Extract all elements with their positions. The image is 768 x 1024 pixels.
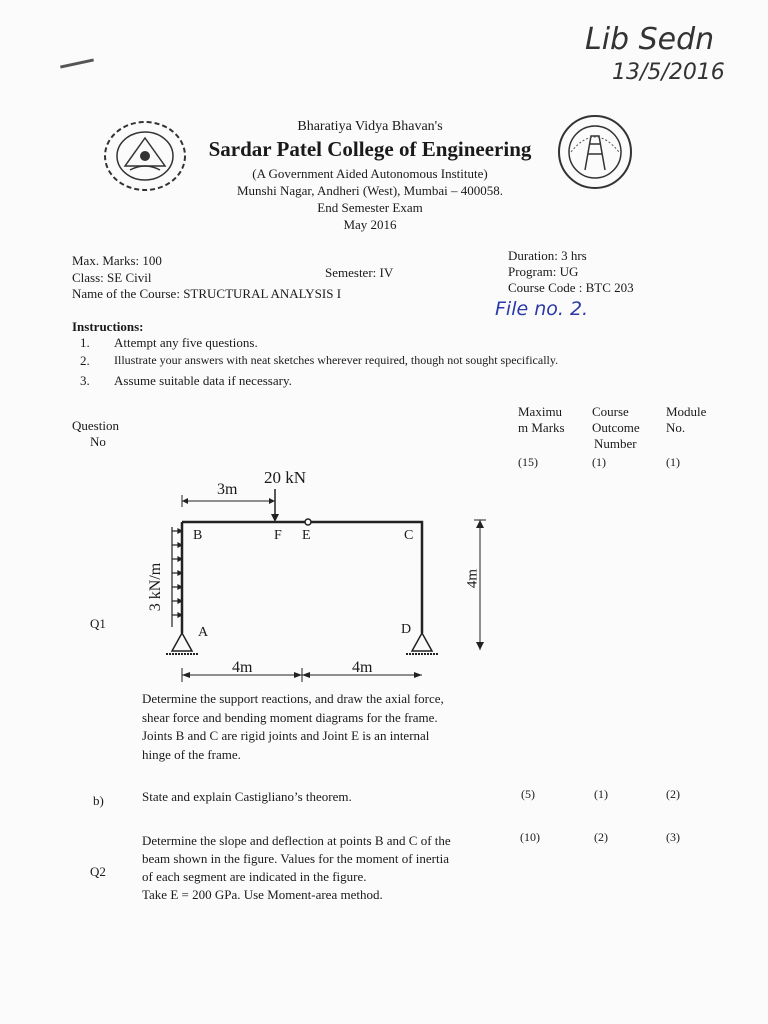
q2-label: Q2 (90, 864, 106, 879)
college-status: (A Government Aided Autonomous Institute) (252, 166, 488, 181)
max-marks-header: Maximu (518, 404, 563, 419)
handwritten-note: Lib Sedn (585, 22, 715, 57)
question-line: Take E = 200 GPa. Use Moment-area method. (142, 887, 383, 902)
question-line: beam shown in the figure. Values for the moment of inertia (142, 851, 449, 866)
question-line: hinge of the frame. (142, 746, 241, 762)
course-code: Course Code : BTC 203 (508, 280, 634, 295)
exam-session: May 2016 (343, 217, 397, 232)
instruction-number: 3. (80, 373, 90, 388)
span-label: 4m (232, 659, 253, 676)
college-address: Munshi Nagar, Andheri (West), Mumbai – 400058. (237, 183, 503, 198)
question-line: Joints B and C are rigid joints and Joint E is an internal (142, 728, 430, 743)
node-label: C (404, 528, 414, 543)
semester-info: Semester: IV (325, 265, 394, 280)
q1b-text: State and explain Castigliano’s theorem. (142, 789, 352, 804)
course-outcome-header: Number (594, 436, 637, 451)
course-name: Name of the Course: STRUCTURAL ANALYSIS I (72, 286, 342, 301)
q2-marks: (10) (520, 830, 540, 844)
q1-text (142, 690, 522, 764)
q2-course-outcome: (2) (594, 830, 608, 844)
max-marks: Max. Marks: 100 (72, 253, 162, 268)
instruction-text: Assume suitable data if necessary. (114, 373, 292, 388)
handwritten-date: 13/5/2016 (612, 60, 725, 85)
class-info: Class: SE Civil (72, 270, 152, 285)
q1b-marks: (5) (521, 787, 535, 801)
module-header: No. (666, 420, 686, 435)
course-outcome-header: Course (592, 404, 629, 419)
q1-marks: (15) (518, 455, 538, 469)
question-line: Determine the support reactions, and draw the axial force, (142, 691, 444, 706)
instruction-text: Attempt any five questions. (114, 335, 258, 350)
node-label: B (193, 528, 203, 543)
trust-name: Bharatiya Vidya Bhavan's (297, 119, 443, 134)
node-label: A (198, 625, 209, 640)
dimension-label: 3m (217, 481, 238, 498)
node-label: D (401, 622, 412, 637)
college-name: Sardar Patel College of Engineering (208, 137, 532, 161)
q1-course-outcome: (1) (592, 455, 606, 469)
pen-mark (60, 58, 94, 68)
question-line: shear force and bending moment diagrams for the frame. (142, 709, 438, 725)
q1-module: (1) (666, 455, 680, 469)
question-no-header: No (90, 434, 106, 449)
q2-module: (3) (666, 830, 680, 844)
node-label: F (274, 528, 282, 543)
q1b-module: (2) (666, 787, 680, 801)
span-label: 4m (352, 659, 373, 676)
question-line: of each segment are indicated in the figure. (142, 869, 367, 884)
instruction-number: 2. (80, 353, 90, 368)
question-line: Determine the slope and deflection at points B and C of the (142, 833, 451, 848)
max-marks-header: m Marks (518, 420, 565, 435)
college-seal-right-logo (555, 112, 635, 192)
course-outcome-header: Outcome (592, 420, 640, 435)
udl-label: 3 kN/m (147, 562, 164, 612)
exam-type: End Semester Exam (317, 200, 423, 215)
frame-diagram (160, 465, 500, 695)
instruction-text: Illustrate your answers with neat sketches wherever required, though not sought specifically. (114, 353, 559, 367)
node-label: E (302, 528, 311, 543)
module-header: Module (666, 404, 707, 419)
q2-text (142, 832, 522, 904)
duration: Duration: 3 hrs (508, 248, 587, 263)
height-label: 4m (464, 568, 481, 589)
question-no-header: Question (72, 418, 119, 433)
college-seal-left-logo (100, 118, 190, 194)
instruction-number: 1. (80, 335, 90, 350)
load-label: 20 kN (264, 468, 307, 487)
instructions-heading: Instructions: (72, 319, 144, 334)
program: Program: UG (508, 264, 579, 279)
handwritten-file-note: File no. 2. (495, 298, 589, 320)
q1b-course-outcome: (1) (594, 787, 608, 801)
q1-label: Q1 (90, 616, 106, 631)
q1b-label: b) (93, 793, 104, 808)
